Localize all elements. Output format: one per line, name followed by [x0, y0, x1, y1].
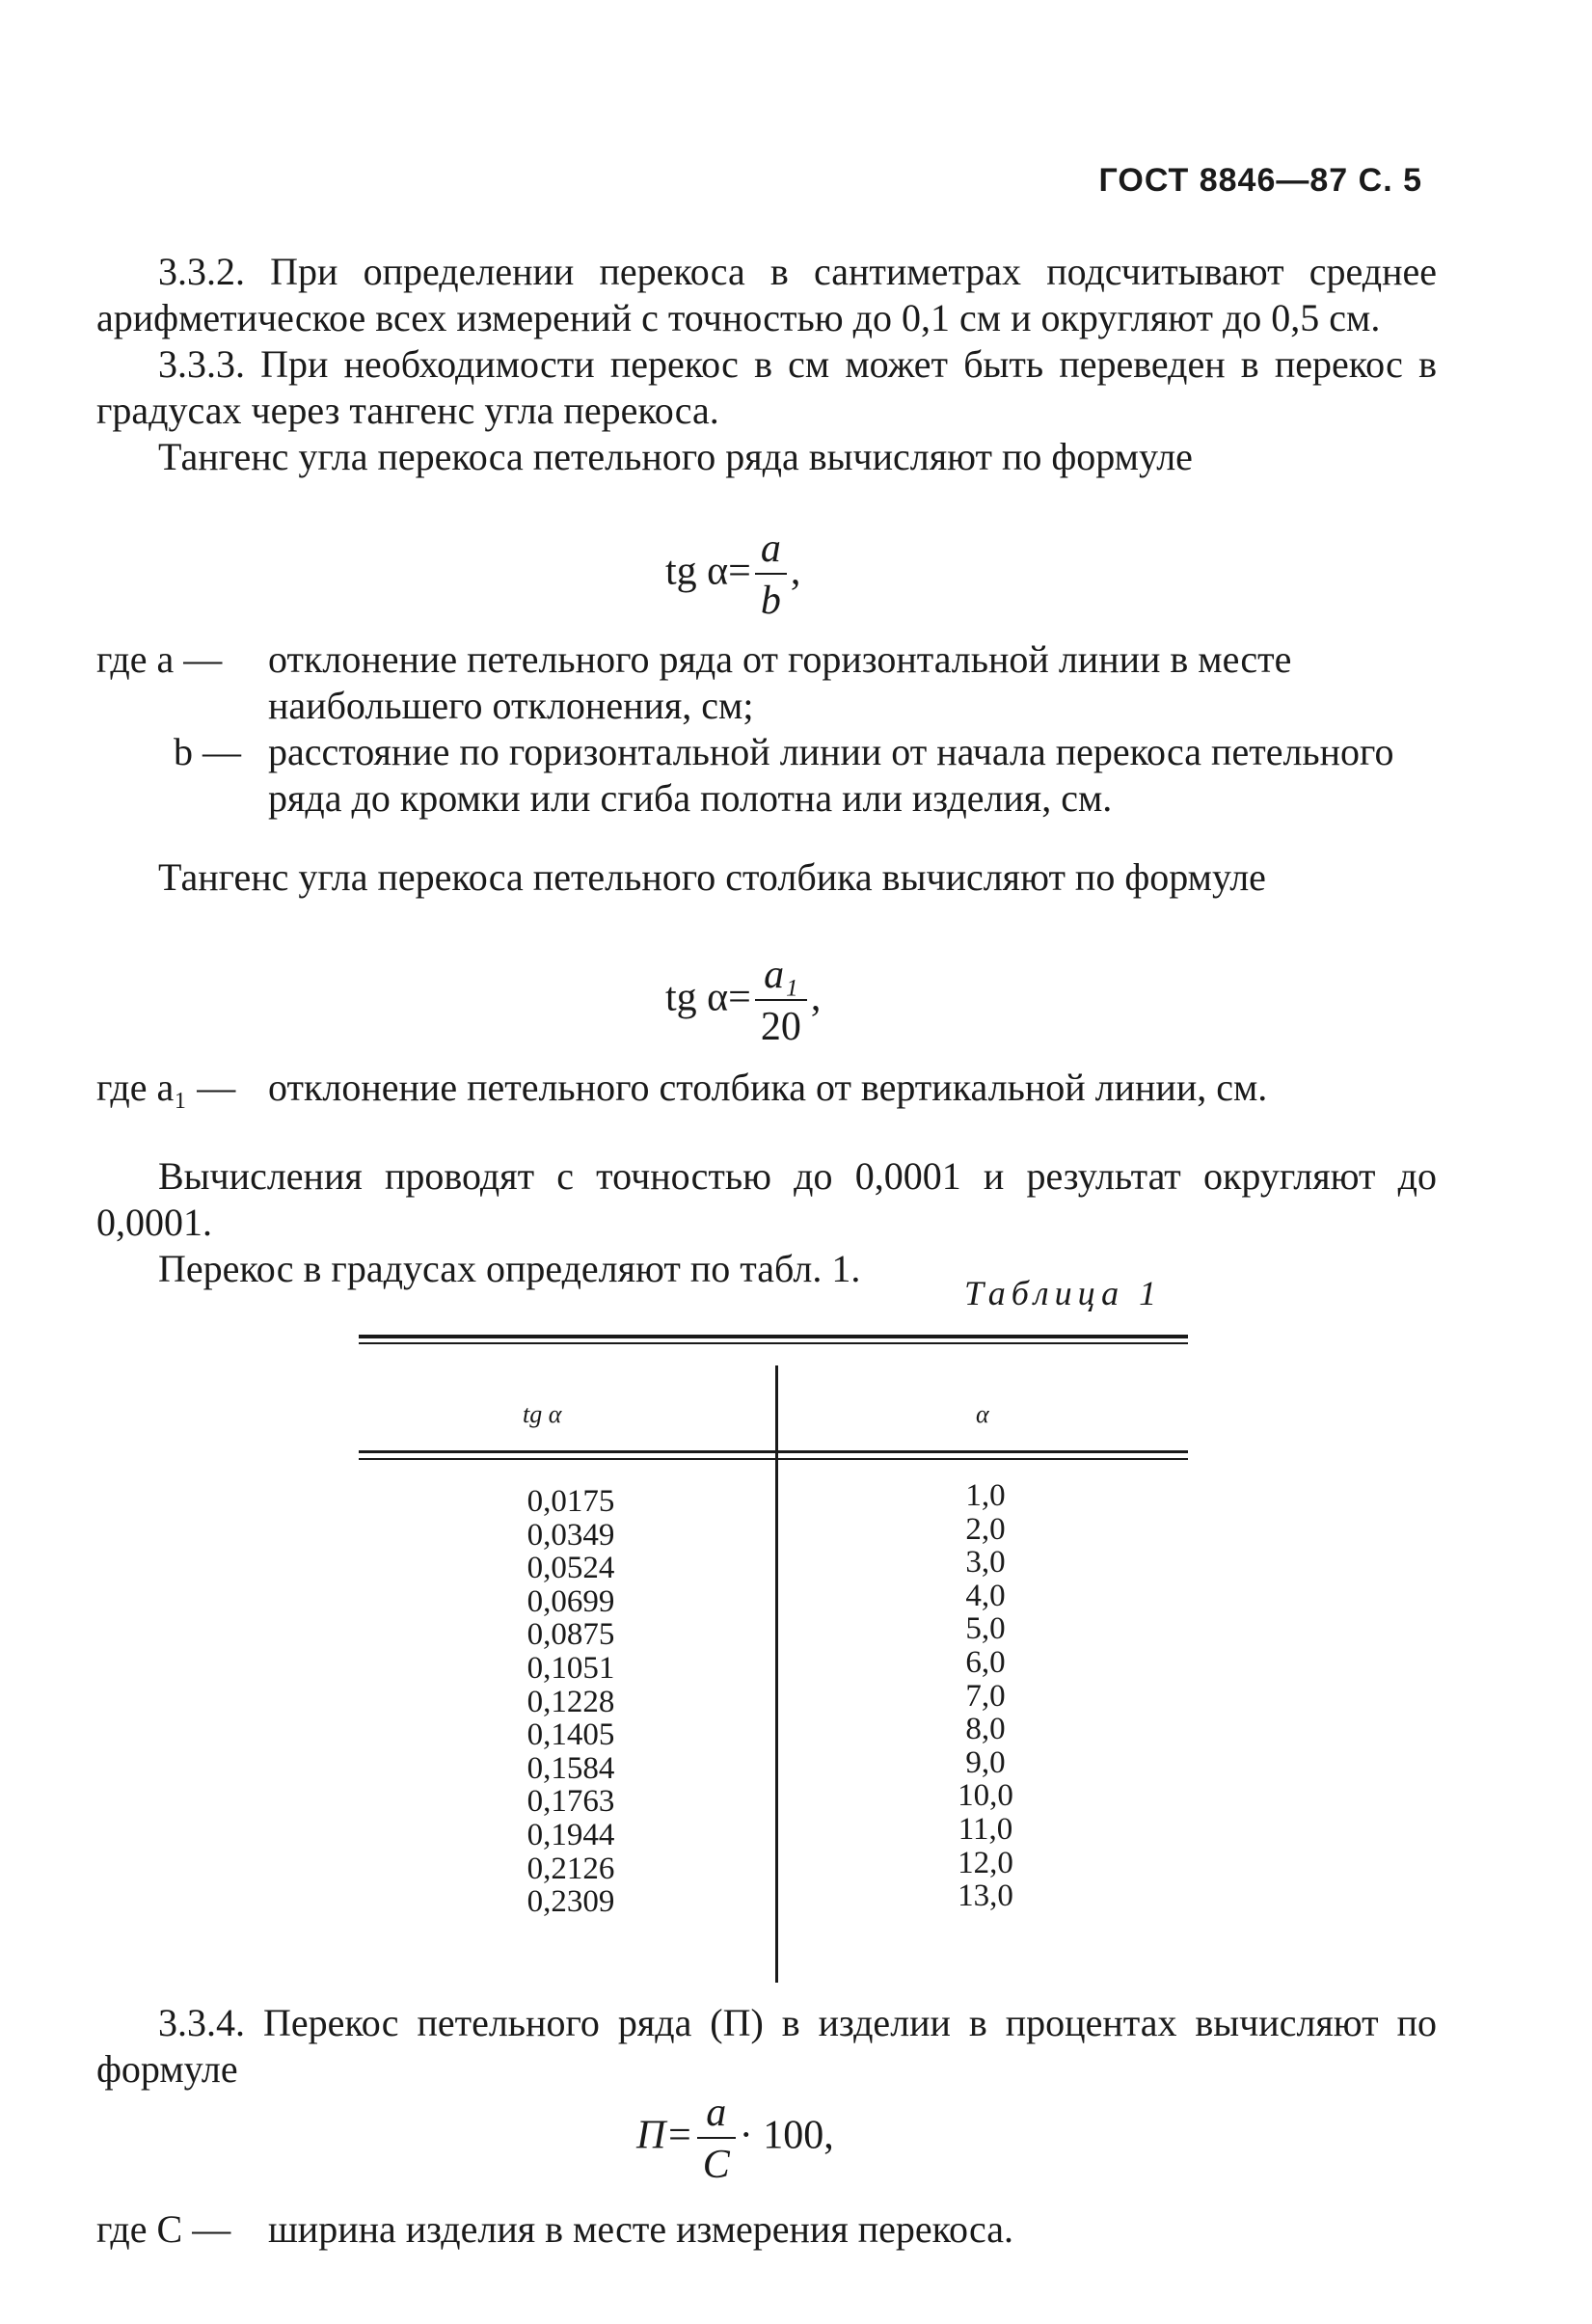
fraction [755, 528, 787, 621]
formula-tg-col [665, 955, 821, 1047]
table-cell: 0,0699 [526, 1583, 615, 1619]
fraction [697, 2093, 736, 2185]
definition-a [96, 636, 1437, 729]
table-cell: 11,0 [958, 1811, 1013, 1847]
table-cell: 5,0 [965, 1611, 1006, 1647]
paragraph-tan-row: Тангенс угла перекоса петельного ряда вычисляют по формуле [158, 435, 1193, 478]
paragraph-3-3-2: 3.3.2. При определении перекоса в сантиметрах подсчитывают среднее арифметическое всех измерений с точностью до 0,1 см и округляют до 0,5 см. [96, 250, 1437, 339]
paragraph-3-3-3: 3.3.3. При необходимости перекос в см может быть переведен в перекос в градусах через тангенс угла перекоса. [96, 342, 1437, 432]
table-1 [359, 1335, 1188, 1983]
section-tan-col [96, 854, 1437, 901]
formula-lhs: tg α= [665, 975, 751, 1020]
table-cell: 6,0 [965, 1644, 1006, 1680]
table-cell: 0,0175 [526, 1484, 615, 1519]
definition-symbol: где a — [96, 637, 223, 681]
table-cell: 8,0 [965, 1712, 1006, 1747]
section-3-3-2-3-3-3 [96, 249, 1437, 480]
table-cell: 0,1763 [526, 1784, 615, 1820]
table-top-rule [359, 1335, 1188, 1338]
numerator: a₁ [755, 955, 807, 1001]
definitions-col [96, 1065, 1437, 1111]
formula-tail: , [810, 975, 822, 1020]
numerator: a [755, 528, 787, 575]
table-cell: 0,2309 [526, 1884, 615, 1920]
table-cell: 0,1405 [526, 1717, 615, 1753]
denominator: b [760, 579, 781, 623]
table-column-alpha [899, 1479, 1072, 1913]
definition-symbol: b — [174, 730, 241, 773]
paragraph-calc: Вычисления проводят с точностью до 0,0001 и результат округляют до 0,0001. [96, 1154, 1437, 1244]
table-cell: 1,0 [965, 1478, 1006, 1513]
formula-tail: · 100, [739, 2113, 834, 2158]
page-header: ГОСТ 8846—87 С. 5 [1098, 162, 1422, 199]
numerator: a [697, 2093, 736, 2139]
denominator: 20 [760, 1005, 801, 1049]
table-cell: 0,0349 [526, 1517, 615, 1553]
table-header-rule-2 [359, 1458, 1188, 1460]
table-cell: 13,0 [958, 1878, 1013, 1914]
table-cell: 0,0524 [526, 1551, 615, 1586]
table-cell: 0,2126 [526, 1851, 615, 1886]
formula-skew-percent [636, 2093, 834, 2185]
table-cell: 0,1051 [526, 1650, 615, 1686]
definitions-percent [96, 2206, 1437, 2253]
table-cell: 0,1228 [526, 1684, 615, 1719]
definition-symbol: где C — [96, 2207, 231, 2251]
table-cell: 0,0875 [526, 1617, 615, 1653]
formula-tg-row [665, 528, 800, 621]
denominator: C [702, 2143, 730, 2187]
definition-c [96, 2206, 1437, 2253]
definitions-row [96, 636, 1437, 822]
section-calc [96, 1153, 1437, 1292]
table-header-alpha: α [976, 1400, 989, 1428]
table-cell: 10,0 [958, 1778, 1013, 1814]
definition-text: расстояние по горизонтальной линии от начала перекоса петельного ряда до кромки или сгиба полотна или изделия, см. [268, 730, 1394, 820]
table-header-rule [359, 1450, 1188, 1453]
table-cell: 0,1584 [526, 1750, 615, 1786]
definition-text: отклонение петельного ряда от горизонтальной линии в месте наибольшего отклонения, см; [268, 637, 1292, 727]
table-cell: 7,0 [965, 1678, 1006, 1714]
definition-b [96, 729, 1437, 822]
section-3-3-4 [96, 2000, 1437, 2093]
table-top-rule-2 [359, 1342, 1188, 1344]
formula-tail: , [790, 549, 801, 594]
fraction [755, 955, 807, 1047]
table-cell: 12,0 [958, 1845, 1013, 1880]
paragraph-degrees: Перекос в градусах определяют по табл. 1. [158, 1247, 861, 1290]
table-column-tg [474, 1485, 667, 1919]
formula-lhs: tg α= [665, 549, 751, 594]
paragraph-3-3-4: 3.3.4. Перекос петельного ряда (П) в изделии в процентах вычисляют по формуле [96, 2001, 1437, 2091]
table-caption: Таблица 1 [964, 1274, 1163, 1312]
table-cell: 9,0 [965, 1744, 1006, 1780]
paragraph-tan-col: Тангенс угла перекоса петельного столбика вычисляют по формуле [158, 855, 1266, 899]
definition-text: ширина изделия в месте измерения перекоса. [268, 2207, 1014, 2251]
definition-a1 [96, 1065, 1437, 1111]
definition-text: отклонение петельного столбика от вертикальной линии, см. [268, 1066, 1268, 1109]
table-cell: 2,0 [965, 1511, 1006, 1547]
table-header-tg: tg α [523, 1400, 562, 1428]
table-cell: 0,1944 [526, 1817, 615, 1852]
table-cell: 4,0 [965, 1578, 1006, 1613]
table-cell: 3,0 [965, 1545, 1006, 1581]
definition-symbol: где a₁ — [96, 1066, 236, 1109]
formula-lhs: П= [636, 2113, 693, 2158]
